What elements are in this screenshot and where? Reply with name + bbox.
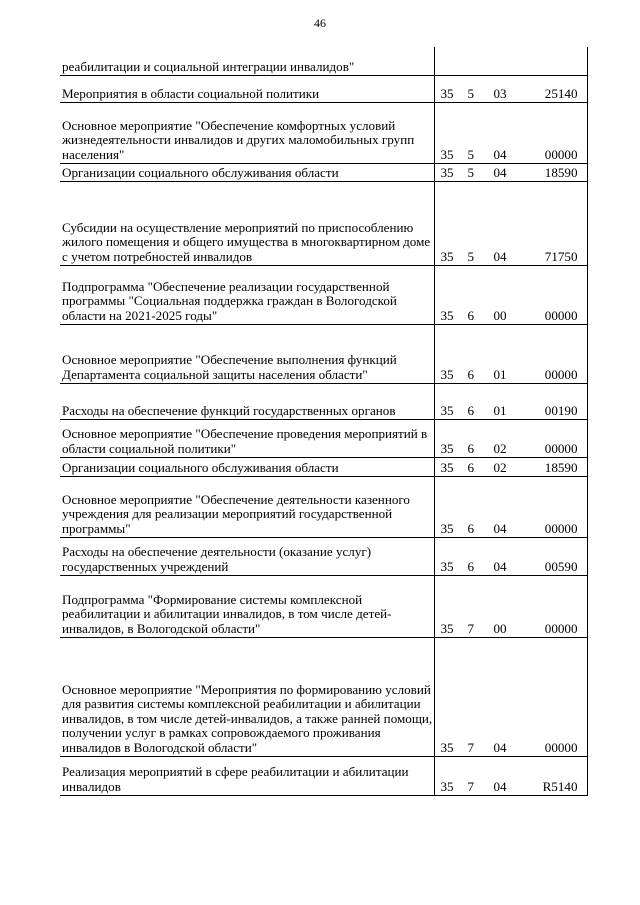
row-code-direction: 18590 [544, 459, 578, 475]
row-code-subprogram: 5 [467, 85, 475, 101]
table-row [60, 476, 587, 537]
row-code-event: 00 [493, 307, 507, 323]
row-name: Организации социального обслуживания области [60, 457, 434, 476]
table-row [60, 419, 587, 457]
row-code-direction: R5140 [542, 778, 578, 794]
row-code-event: 04 [493, 164, 507, 180]
row-code-direction: 00000 [544, 620, 578, 636]
table-row [60, 637, 587, 756]
row-code-event: 03 [493, 85, 507, 101]
row-code-event: 01 [493, 402, 507, 418]
row-codes [434, 637, 587, 756]
table-row [60, 102, 587, 163]
row-code-target: 35 [440, 248, 454, 264]
row-code-target: 35 [440, 778, 454, 794]
row-code-target: 35 [440, 620, 454, 636]
row-codes [434, 102, 587, 163]
row-name: реабилитации и социальной интеграции инвалидов" [60, 47, 434, 75]
row-code-target: 35 [440, 85, 454, 101]
row-code-subprogram: 5 [467, 146, 475, 162]
row-code-target: 35 [440, 307, 454, 323]
row-name: Подпрограмма "Обеспечение реализации государственной программы "Социальная поддержка граждан в Вологодской области на 2021-2025 годы" [60, 265, 434, 324]
row-name: Подпрограмма "Формирование системы комплексной реабилитации и абилитации инвалидов, в том числе детей-инвалидов, в Вологодской области" [60, 575, 434, 637]
row-code-subprogram: 7 [467, 778, 475, 794]
row-code-direction: 18590 [544, 164, 578, 180]
row-codes [434, 419, 587, 457]
row-code-direction: 00000 [544, 146, 578, 162]
row-code-subprogram: 6 [467, 520, 475, 536]
row-code-target: 35 [440, 402, 454, 418]
table-row [60, 756, 587, 795]
table-row [60, 163, 587, 181]
row-code-subprogram: 6 [467, 402, 475, 418]
row-codes [434, 575, 587, 637]
row-code-direction: 00190 [544, 402, 578, 418]
row-name: Организации социального обслуживания области [60, 163, 434, 181]
row-code-subprogram: 5 [467, 248, 475, 264]
table-row [60, 324, 587, 383]
table-row [60, 537, 587, 575]
row-code-event: 00 [493, 620, 507, 636]
row-code-direction: 00000 [544, 366, 578, 382]
row-code-event: 02 [493, 440, 507, 456]
table-row [60, 181, 587, 265]
row-code-direction: 00000 [544, 520, 578, 536]
row-code-subprogram: 6 [467, 307, 475, 323]
row-code-target: 35 [440, 520, 454, 536]
table-row [60, 47, 587, 75]
row-code-event: 04 [493, 558, 507, 574]
row-code-direction: 71750 [544, 248, 578, 264]
row-code-direction: 25140 [544, 85, 578, 101]
row-code-event: 02 [493, 459, 507, 475]
row-codes [434, 324, 587, 383]
row-code-target: 35 [440, 146, 454, 162]
page-number: 46 [314, 16, 326, 30]
row-codes [434, 457, 587, 476]
row-code-target: 35 [440, 558, 454, 574]
row-codes [434, 163, 587, 181]
row-name: Субсидии на осуществление мероприятий по приспособлению жилого помещения и общего имущества в многоквартирном доме с учетом потребностей инвалидов [60, 181, 434, 265]
table-row [60, 575, 587, 637]
row-name: Реализация мероприятий в сфере реабилитации и абилитации инвалидов [60, 756, 434, 795]
row-code-target: 35 [440, 739, 454, 755]
row-codes [434, 181, 587, 265]
row-codes [434, 265, 587, 324]
row-codes [434, 476, 587, 537]
table-row [60, 75, 587, 102]
row-code-direction: 00000 [544, 739, 578, 755]
row-name: Расходы на обеспечение деятельности (оказание услуг) государственных учреждений [60, 537, 434, 575]
row-code-subprogram: 6 [467, 459, 475, 475]
row-codes [434, 75, 587, 102]
row-code-target: 35 [440, 440, 454, 456]
row-code-subprogram: 7 [467, 739, 475, 755]
row-code-event: 04 [493, 778, 507, 794]
row-codes [434, 537, 587, 575]
row-name: Основное мероприятие "Обеспечение деятельности казенного учреждения для реализации мероприятий государственной программы" [60, 476, 434, 537]
row-code-direction: 00000 [544, 440, 578, 456]
row-codes [434, 383, 587, 419]
row-code-direction: 00000 [544, 307, 578, 323]
table-row [60, 457, 587, 476]
table-row [60, 383, 587, 419]
row-code-subprogram: 7 [467, 620, 475, 636]
row-code-event: 01 [493, 366, 507, 382]
budget-table [60, 47, 588, 796]
row-code-subprogram: 6 [467, 366, 475, 382]
row-name: Основное мероприятие "Обеспечение проведения мероприятий в области социальной политики" [60, 419, 434, 457]
row-name: Основное мероприятие "Мероприятия по формированию условий для развития системы комплексной реабилитации и абилитации инвалидов, в том числе детей-инвалидов, а также ранней помощи, получении услуг в рамках сопровождаемого проживания инвалидов в Вологодской области" [60, 637, 434, 756]
row-code-target: 35 [440, 164, 454, 180]
row-code-target: 35 [440, 459, 454, 475]
table-row [60, 265, 587, 324]
row-name: Основное мероприятие "Обеспечение комфортных условий жизнедеятельности инвалидов и других маломобильных групп населения" [60, 102, 434, 163]
row-code-event: 04 [493, 739, 507, 755]
row-code-event: 04 [493, 248, 507, 264]
row-code-subprogram: 6 [467, 440, 475, 456]
row-code-subprogram: 6 [467, 558, 475, 574]
row-name: Расходы на обеспечение функций государственных органов [60, 383, 434, 419]
row-codes [434, 756, 587, 795]
row-name: Мероприятия в области социальной политики [60, 75, 434, 102]
row-codes [434, 47, 587, 75]
row-code-event: 04 [493, 146, 507, 162]
row-code-direction: 00590 [544, 558, 578, 574]
row-name: Основное мероприятие "Обеспечение выполнения функций Департамента социальной защиты населения области" [60, 324, 434, 383]
row-code-event: 04 [493, 520, 507, 536]
row-code-subprogram: 5 [467, 164, 475, 180]
row-code-target: 35 [440, 366, 454, 382]
